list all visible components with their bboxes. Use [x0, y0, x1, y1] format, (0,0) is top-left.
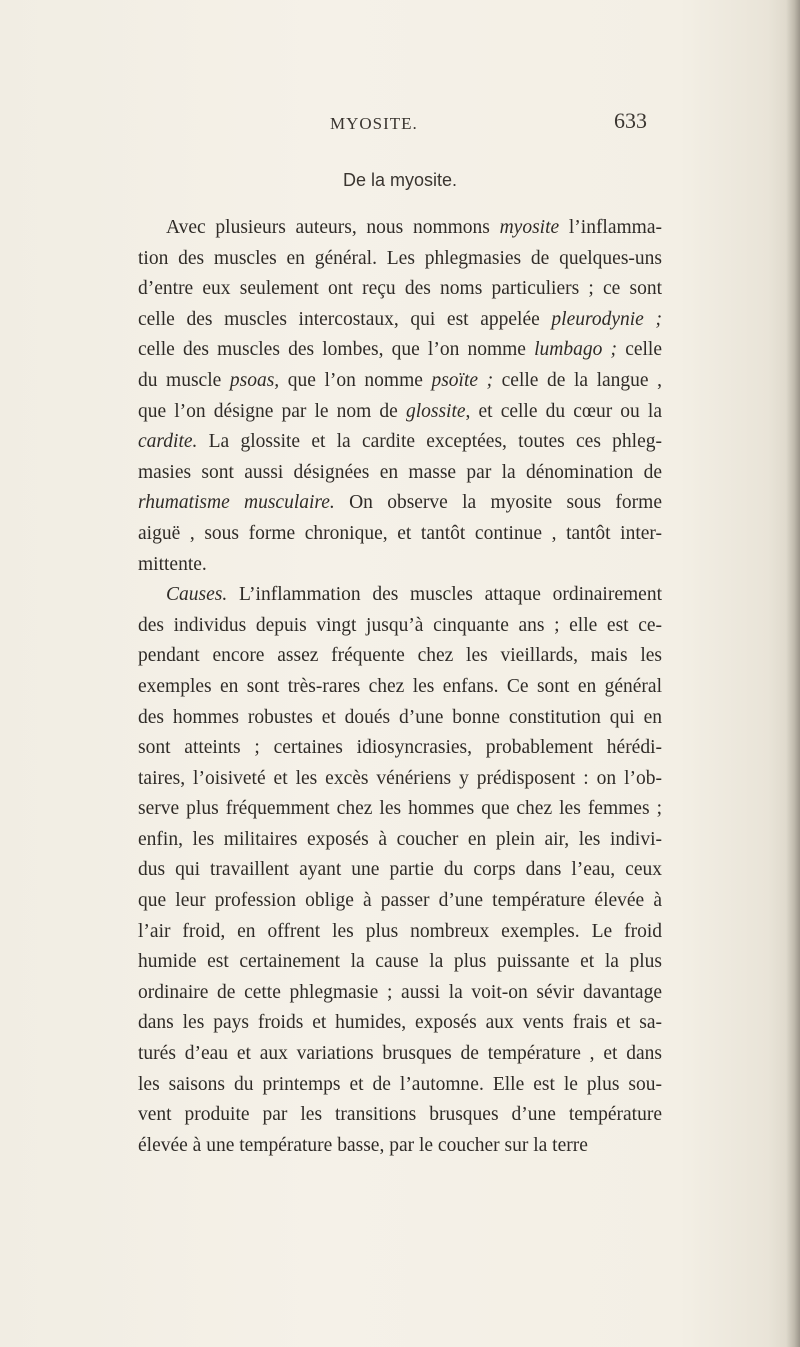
italic-term: rhumatisme musculaire.	[138, 492, 335, 514]
text-run: serve plus fréquemment chez les hommes que chez les femmes ;	[138, 798, 662, 820]
text-run: dus qui travaillent ayant une partie du corps dans l’eau, ceux	[138, 859, 662, 881]
text-line	[138, 978, 662, 1009]
text-run: exemples en sont très-rares chez les enfans. Ce sont en général	[138, 675, 662, 697]
section-title: De la myosite.	[342, 170, 458, 190]
italic-term: Causes.	[166, 584, 228, 606]
text-run: masies sont aussi désignées en masse par la dénomination de	[138, 461, 662, 483]
italic-term: myosite	[499, 217, 560, 238]
text-run: vent produite par les transitions brusques d’une température	[138, 1104, 662, 1126]
text-line	[138, 1100, 662, 1131]
text-run: Avec plusieurs auteurs, nous nommons	[166, 217, 500, 238]
text-run: On observe la myosite sous forme	[334, 492, 662, 514]
text-run: des hommes robustes et doués d’une bonne constitution qui en	[138, 706, 662, 728]
text-line	[138, 305, 662, 336]
text-run: celle de la langue ,	[493, 369, 663, 391]
text-run: que l’on désigne par le nom de	[138, 400, 406, 422]
italic-term: lumbago ;	[534, 339, 618, 361]
text-line	[138, 1008, 662, 1039]
text-run: turés d’eau et aux variations brusques de température , et dans	[138, 1043, 662, 1065]
text-run: taires, l’oisiveté et les excès vénériens y prédisposent : on l’ob-	[138, 767, 662, 789]
text-line	[138, 427, 662, 458]
text-run: l’air froid, en offrent les plus nombreux exemples. Le froid	[138, 920, 662, 942]
text-run: tion des muscles en général. Les phlegmasies de quelques-uns	[138, 247, 662, 269]
text-run: celle des muscles intercostaux, qui est appelée	[138, 308, 552, 330]
text-run: celle	[617, 339, 662, 361]
text-run: pendant encore assez fréquente chez les vieillards, mais les	[138, 645, 662, 667]
text-line	[138, 244, 662, 275]
text-run: enfin, les militaires exposés à coucher en plein air, les indivi-	[138, 828, 662, 850]
text-run: d’entre eux seulement ont reçu des noms particuliers ; ce sont	[138, 278, 662, 300]
text-line	[138, 1131, 662, 1162]
text-line	[138, 764, 662, 795]
paragraph-definition	[138, 213, 662, 580]
text-run: La glossite et la cardite exceptées, toutes ces phleg-	[197, 431, 662, 453]
text-line	[138, 733, 662, 764]
text-line	[138, 580, 662, 611]
text-line	[138, 335, 662, 366]
text-run: celle des muscles des lombes, que l’on nomme	[138, 339, 535, 361]
text-line	[138, 917, 662, 948]
text-run: l’inflamma-	[559, 217, 662, 238]
italic-term: pleurodynie ;	[551, 308, 662, 330]
text-run: que l’on nomme	[279, 369, 432, 391]
text-line	[138, 641, 662, 672]
italic-term: psoas,	[229, 369, 280, 391]
page-edge-shadow	[786, 0, 800, 1347]
text-line	[138, 519, 662, 550]
text-run: L’inflammation des muscles attaque ordinairement	[227, 584, 662, 606]
italic-term: cardite.	[138, 431, 198, 453]
italic-term: glossite	[405, 400, 466, 422]
text-line	[138, 672, 662, 703]
text-line	[138, 794, 662, 825]
text-run: que leur profession oblige à passer d’une température élevée à	[138, 890, 662, 912]
text-line	[138, 947, 662, 978]
text-run: mittente.	[138, 553, 207, 575]
text-line	[138, 366, 662, 397]
body-text	[138, 213, 662, 1161]
text-run: dans les pays froids et humides, exposés aux vents frais et sa-	[138, 1012, 662, 1034]
text-line	[138, 458, 662, 489]
text-run: humide est certainement la cause la plus puissante et la plus	[138, 951, 662, 973]
text-line	[138, 825, 662, 856]
text-run: , et celle du cœur ou la	[465, 400, 662, 422]
text-run: élevée à une température basse, par le coucher sur la terre	[138, 1134, 588, 1156]
text-line	[138, 274, 662, 305]
text-run: les saisons du printemps et de l’automne. Elle est le plus sou-	[138, 1073, 662, 1095]
text-run: ordinaire de cette phlegmasie ; aussi la voit-on sévir davantage	[138, 981, 662, 1003]
text-run: aiguë , sous forme chronique, et tantôt continue , tantôt inter-	[138, 522, 662, 544]
text-line	[138, 855, 662, 886]
text-line	[138, 397, 662, 428]
text-run: des individus depuis vingt jusqu’à cinquante ans ; elle est ce-	[138, 614, 662, 636]
text-line	[138, 1039, 662, 1070]
text-line	[138, 611, 662, 642]
text-line	[138, 1070, 662, 1101]
text-run: du muscle	[138, 369, 230, 391]
page-number: 633	[614, 108, 647, 133]
running-head: MYOSITE.	[330, 114, 418, 133]
text-line	[138, 488, 662, 519]
paragraph-causes	[138, 580, 662, 1161]
text-line	[138, 550, 662, 581]
text-line	[138, 213, 662, 244]
text-run: sont atteints ; certaines idiosyncrasies, probablement hérédi-	[138, 737, 662, 759]
text-line	[138, 886, 662, 917]
italic-term: psoïte ;	[431, 369, 494, 391]
text-line	[138, 703, 662, 734]
page-header	[0, 108, 800, 148]
